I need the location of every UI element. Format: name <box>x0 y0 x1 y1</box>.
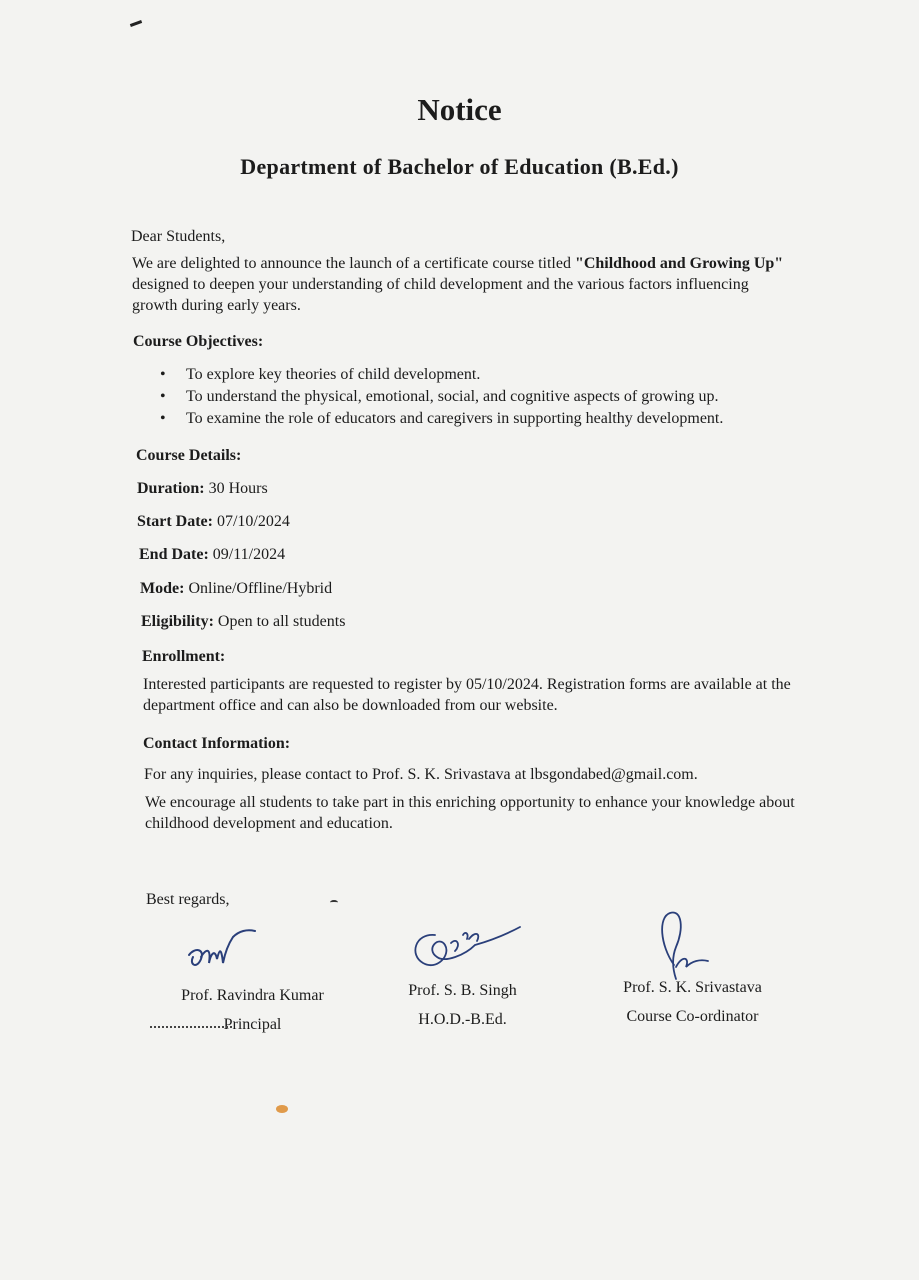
contact-text: For any inquiries, please contact to Prof. S. K. Srivastava at lbsgondabed@gmail.com. <box>144 766 698 783</box>
start-date-value: 07/10/2024 <box>216 513 290 530</box>
list-item: • To understand the physical, emotional, social, and cognitive aspects of growing up. <box>160 386 723 408</box>
intro-paragraph <box>132 253 792 316</box>
signatory-name: Prof. S. K. Srivastava <box>623 979 762 996</box>
objectives-heading: Course Objectives: <box>133 333 264 350</box>
objectives-list <box>160 364 723 430</box>
notice-title: Notice <box>417 92 502 127</box>
signature-principal-icon <box>185 925 260 985</box>
mode-value: Online/Offline/Hybrid <box>188 580 333 597</box>
dotted-line <box>150 1026 232 1028</box>
duration-row <box>137 478 268 499</box>
signatory-coordinator <box>605 978 780 1027</box>
signatory-hod <box>385 981 540 1030</box>
signatory-role: H.O.D.-B.Ed. <box>418 1011 507 1028</box>
start-date-row <box>137 511 290 532</box>
enrollment-text: Interested participants are requested to register by 05/10/2024. Registration forms are available at the department office and can also be downloaded from our website. <box>143 676 791 714</box>
intro-text-after: designed to deepen your understanding of child development and the various factors influencing growth during early years. <box>132 276 749 314</box>
signatory-name: Prof. S. B. Singh <box>408 982 517 999</box>
start-date-label: Start Date: <box>137 513 213 530</box>
intro-text-before: We are delighted to announce the launch of a certificate course titled <box>132 255 575 272</box>
ink-speck <box>130 20 142 27</box>
eligibility-value: Open to all students <box>217 613 346 630</box>
list-item: • To examine the role of educators and caregivers in supporting healthy development. <box>160 408 723 430</box>
signatory-role: Principal <box>223 1016 282 1033</box>
department-heading: Department of Bachelor of Education (B.Ed.) <box>240 154 679 179</box>
mode-row <box>140 578 332 599</box>
signatory-name: Prof. Ravindra Kumar <box>181 987 324 1004</box>
eligibility-label: Eligibility: <box>141 613 214 630</box>
end-date-value: 09/11/2024 <box>212 546 286 563</box>
mode-label: Mode: <box>140 580 185 597</box>
end-date-label: End Date: <box>139 546 209 563</box>
salutation: Dear Students, <box>131 228 226 245</box>
course-title: "Childhood and Growing Up" <box>574 255 784 272</box>
list-item: • To explore key theories of child development. <box>160 364 723 386</box>
contact-heading: Contact Information: <box>143 735 291 752</box>
end-date-row <box>139 544 285 565</box>
signature-hod-icon <box>405 915 525 985</box>
eligibility-row <box>141 611 345 632</box>
regards: Best regards, <box>146 891 230 908</box>
ink-speck <box>330 900 338 905</box>
signatory-role: Course Co-ordinator <box>626 1008 759 1025</box>
enrollment-heading: Enrollment: <box>142 648 226 665</box>
duration-value: 30 Hours <box>208 480 268 497</box>
closing-paragraph: We encourage all students to take part in this enriching opportunity to enhance your knowledge about childhood development and education. <box>145 794 795 832</box>
stain-speck <box>276 1105 288 1113</box>
duration-label: Duration: <box>137 480 205 497</box>
details-heading: Course Details: <box>136 447 242 464</box>
